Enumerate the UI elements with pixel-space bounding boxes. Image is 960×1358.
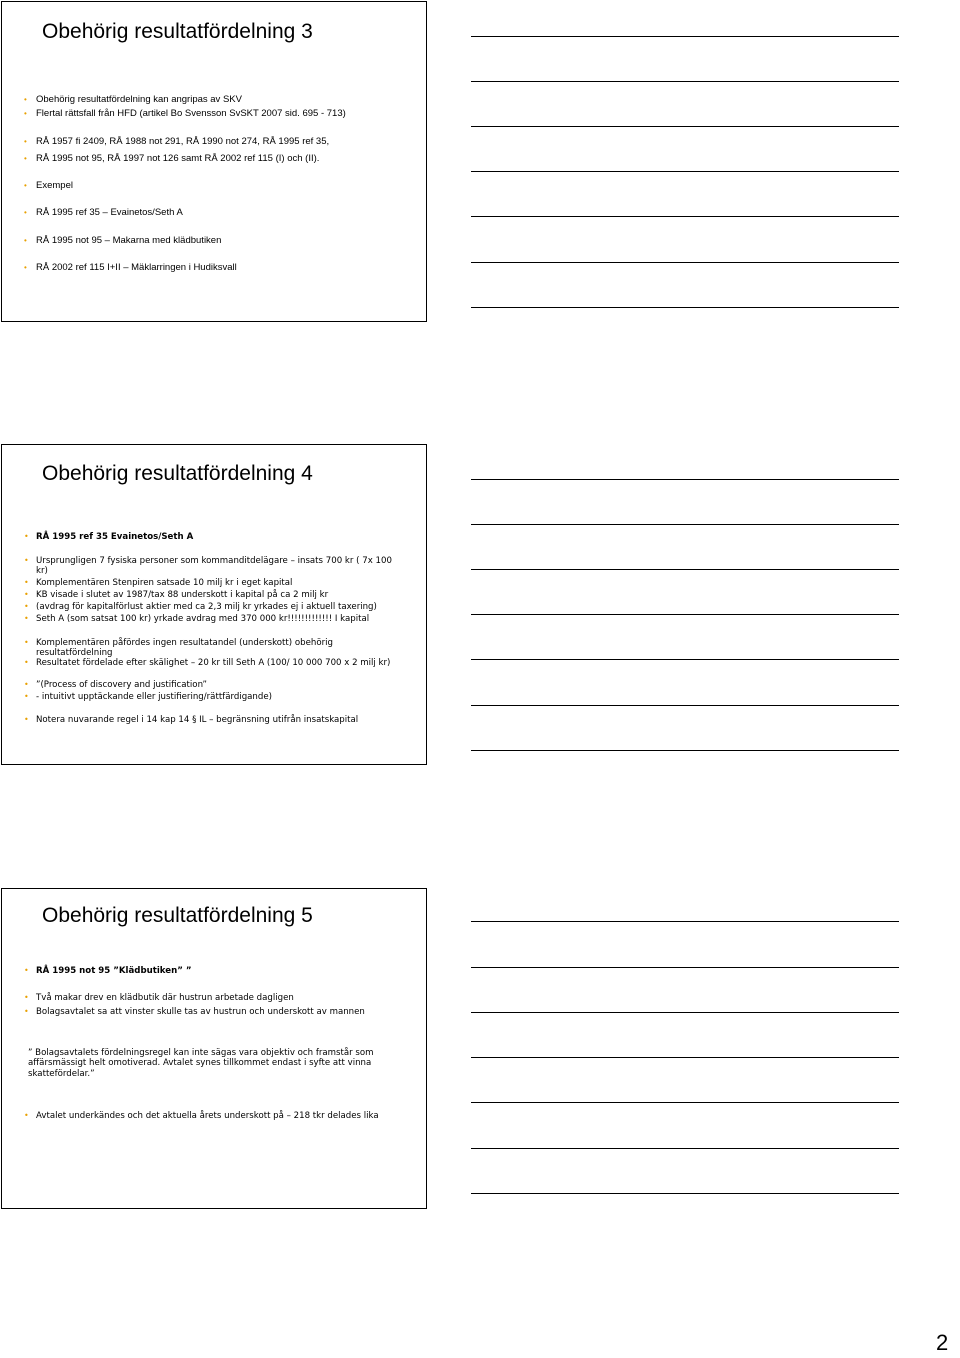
list-item: • RÅ 1995 not 95, RÅ 1997 not 126 samt RÅ 2002 ref 115 (I) och (II). [24, 153, 320, 164]
list-item: • RÅ 1995 not 95 ”Klädbutiken” ” [24, 966, 192, 976]
note-line [471, 1102, 899, 1103]
note-line [471, 1148, 899, 1149]
list-item: • RÅ 1957 fi 2409, RÅ 1988 not 291, RÅ 1990 not 274, RÅ 1995 ref 35, [24, 136, 330, 147]
note-line [471, 1057, 899, 1058]
bullet-icon: • [24, 993, 29, 1002]
list-item: • KB visade i slutet av 1987/tax 88 underskott i kapital på ca 2 milj kr [24, 590, 329, 600]
list-item: • Komplementären Stenpiren satsade 10 milj kr i eget kapital [24, 578, 293, 588]
note-line [471, 921, 899, 922]
note-line [471, 171, 899, 172]
note-line [471, 126, 899, 127]
note-line [471, 967, 899, 968]
slide-3 [1, 888, 427, 1209]
note-line [471, 81, 899, 82]
note-line [471, 36, 899, 37]
note-line [471, 614, 899, 615]
list-item: • - intuitivt upptäckande eller justifiering/rättfärdigande) [24, 692, 272, 702]
bullet-icon: • [24, 1007, 29, 1016]
list-item: • Flertal rättsfall från HFD (artikel Bo Svensson SvSKT 2007 sid. 695 - 713) [24, 108, 346, 119]
list-item: • Seth A (som satsat 100 kr) yrkade avdrag med 370 000 kr!!!!!!!!!!!!! I kapital [24, 614, 370, 624]
slide-2 [1, 444, 427, 765]
list-item: • Bolagsavtalet sa att vinster skulle tas av hustrun och underskott av mannen [24, 1007, 365, 1017]
bullet-icon: • [24, 263, 27, 272]
note-line [471, 750, 899, 751]
note-line [471, 1012, 899, 1013]
bullet-icon: • [24, 1111, 29, 1120]
note-line [471, 216, 899, 217]
bullet-icon: • [24, 715, 29, 724]
list-item: • Resultatet fördelade efter skälighet – 20 kr till Seth A (100/ 10 000 700 x 2 milj kr) [24, 658, 391, 668]
list-item: • RÅ 1995 not 95 – Makarna med klädbutiken [24, 235, 222, 246]
bullet-icon: • [24, 966, 29, 975]
note-line [471, 262, 899, 263]
list-item: • Exempel [24, 180, 73, 191]
bullet-icon: • [24, 602, 29, 611]
list-item: • Ursprungligen 7 fysiska personer som kommanditdelägare – insats 700 kr ( 7x 100 kr) [24, 556, 392, 577]
list-item: • Obehörig resultatfördelning kan angripas av SKV [24, 94, 242, 105]
list-item: • Avtalet underkändes och det aktuella årets underskott på – 218 tkr delades lika [24, 1111, 379, 1121]
bullet-icon: • [24, 137, 27, 146]
list-item: • Notera nuvarande regel i 14 kap 14 § IL – begränsning utifrån insatskapital [24, 715, 359, 725]
list-item: • Komplementären påfördes ingen resultatandel (underskott) obehörig resultatfördelning [24, 638, 333, 659]
bullet-icon: • [24, 154, 27, 163]
list-item: • Två makar drev en klädbutik där hustrun arbetade dagligen [24, 993, 294, 1003]
slide-title: Obehörig resultatfördelning 3 [42, 20, 313, 43]
bullet-icon: • [24, 208, 27, 217]
note-line [471, 479, 899, 480]
note-line [471, 659, 899, 660]
bullet-icon: • [24, 658, 29, 667]
bullet-icon: • [24, 578, 29, 587]
bullet-icon: • [24, 590, 29, 599]
page-number: 2 [936, 1330, 949, 1355]
bullet-icon: • [24, 95, 27, 104]
bullet-icon: • [24, 532, 29, 541]
note-line [471, 705, 899, 706]
bullet-icon: • [24, 638, 29, 647]
note-line [471, 307, 899, 308]
list-item: • (avdrag för kapitalförlust aktier med ca 2,3 milj kr yrkades ej i aktuell taxering) [24, 602, 377, 612]
bullet-icon: • [24, 181, 27, 190]
bullet-icon: • [24, 680, 29, 689]
note-line [471, 1193, 899, 1194]
note-line [471, 569, 899, 570]
list-item: • RÅ 1995 ref 35 Evainetos/Seth A [24, 532, 194, 542]
bullet-icon: • [24, 556, 29, 565]
bullet-icon: • [24, 614, 29, 623]
bullet-icon: • [24, 109, 27, 118]
quote-paragraph: ” Bolagsavtalets fördelningsregel kan inte sägas vara objektiv och framstår som affärsmässigt helt omotiverad. Avtalet synes tillkommet endast i syfte att vinna skattefördelar.” [28, 1048, 374, 1079]
bullet-icon: • [24, 692, 29, 701]
bullet-icon: • [24, 236, 27, 245]
slide-title: Obehörig resultatfördelning 4 [42, 462, 313, 485]
list-item: • RÅ 2002 ref 115 I+II – Mäklarringen i Hudiksvall [24, 262, 237, 273]
slide-1 [1, 1, 427, 322]
list-item: • RÅ 1995 ref 35 – Evainetos/Seth A [24, 207, 183, 218]
list-item: • ”(Process of discovery and justification” [24, 680, 207, 690]
note-line [471, 524, 899, 525]
slide-title: Obehörig resultatfördelning 5 [42, 904, 313, 927]
